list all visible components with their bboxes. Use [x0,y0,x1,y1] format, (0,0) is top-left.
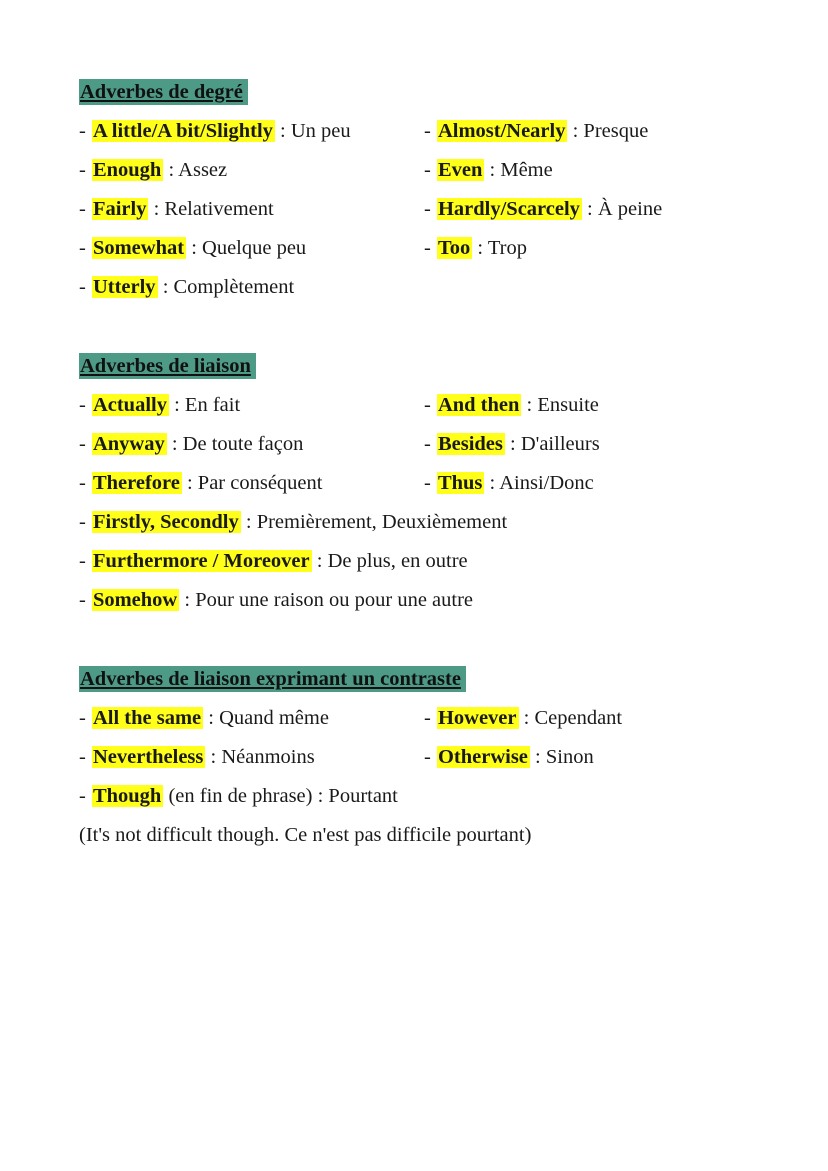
entry-anyway [79,431,303,457]
entry-meaning: : À peine [581,198,663,220]
entry-meaning: : Complètement [157,276,295,298]
entry-meaning: : Même [484,159,553,181]
entry-dash: - [424,237,436,259]
entry-however [424,705,622,731]
section-heading-liaison: Adverbes de liaison [79,353,256,379]
entry-meaning: : Relativement [148,198,274,220]
entry-term: Otherwise [437,746,528,768]
entry-dash: - [79,746,91,768]
entry-term: Firstly, Secondly [92,511,239,533]
entry-term: Somewhat [92,237,185,259]
entry-nevertheless [79,744,315,770]
entry-meaning: : Trop [472,237,527,259]
entry-dash: - [79,433,91,455]
entry-furthermore [79,548,468,574]
entry-term: Thus [437,472,483,494]
entry-meaning: : Presque [567,120,649,142]
entry-term: However [437,707,517,729]
entry-dash: - [79,120,91,142]
entry-enough [79,157,227,183]
entry-dash: - [79,472,91,494]
entry-thus [424,470,594,496]
entry-fairly [79,196,274,222]
entry-dash: - [424,746,436,768]
entry-term: Though [92,785,162,807]
entry-dash: - [424,472,436,494]
entry-term: Almost/Nearly [437,120,566,142]
entry-term: Anyway [92,433,165,455]
entry-dash: - [424,707,436,729]
entry-term: Furthermore / Moreover [92,550,310,572]
entry-utterly [79,274,294,300]
entry-meaning: : Pour une raison ou pour une autre [179,589,474,611]
example-note: (It's not difficult though. Ce n'est pas difficile pourtant) [79,824,532,846]
entry-term: And then [437,394,520,416]
entry-term: Actually [92,394,167,416]
entry-meaning: : De toute façon [166,433,304,455]
entry-meaning: : Cependant [518,707,623,729]
entry-dash: - [424,394,436,416]
entry-meaning: : Par conséquent [181,472,323,494]
entry-even [424,157,553,183]
entry-term: Enough [92,159,162,181]
entry-somewhat [79,235,306,261]
entry-dash: - [424,159,436,181]
entry-term: Too [437,237,471,259]
entry-dash: - [79,237,91,259]
entry-meaning: : D'ailleurs [504,433,600,455]
entry-term: Nevertheless [92,746,204,768]
entry-meaning: : Premièrement, Deuxièmement [240,511,508,533]
entry-dash: - [79,785,91,807]
entry-meaning: : Néanmoins [205,746,315,768]
entry-therefore [79,470,322,496]
entry-dash: - [79,394,91,416]
entry-term: Hardly/Scarcely [437,198,580,220]
entry-otherwise [424,744,594,770]
entry-term: All the same [92,707,202,729]
entry-a-little [79,118,351,144]
entry-all-the-same [79,705,329,731]
entry-meaning: : Quelque peu [186,237,307,259]
entry-hardly [424,196,662,222]
entry-meaning: : Ainsi/Donc [484,472,594,494]
entry-meaning: (en fin de phrase) : Pourtant [163,785,398,807]
section-heading-degre: Adverbes de degré [79,79,248,105]
section-heading-contraste: Adverbes de liaison exprimant un contraste [79,666,466,692]
entry-dash: - [424,120,436,142]
entry-meaning: : Quand même [203,707,329,729]
entry-meaning: : Assez [163,159,228,181]
entry-term: Fairly [92,198,147,220]
entry-somehow [79,587,473,613]
entry-term: Even [437,159,483,181]
entry-dash: - [79,511,91,533]
entry-though [79,783,398,809]
entry-term: Utterly [92,276,156,298]
entry-meaning: : Sinon [529,746,594,768]
entry-term: Somehow [92,589,178,611]
entry-meaning: : Ensuite [521,394,599,416]
entry-term: Therefore [92,472,180,494]
entry-and-then [424,392,599,418]
entry-dash: - [79,707,91,729]
entry-dash: - [79,589,91,611]
entry-dash: - [424,198,436,220]
entry-dash: - [79,550,91,572]
entry-meaning: : En fait [168,394,241,416]
entry-dash: - [79,198,91,220]
entry-term: Besides [437,433,503,455]
entry-actually [79,392,240,418]
entry-dash: - [79,276,91,298]
entry-too [424,235,527,261]
entry-besides [424,431,600,457]
entry-dash: - [79,159,91,181]
entry-dash: - [424,433,436,455]
entry-meaning: : De plus, en outre [311,550,468,572]
entry-meaning: : Un peu [274,120,351,142]
entry-term: A little/A bit/Slightly [92,120,273,142]
entry-almost [424,118,648,144]
entry-firstly [79,509,507,535]
